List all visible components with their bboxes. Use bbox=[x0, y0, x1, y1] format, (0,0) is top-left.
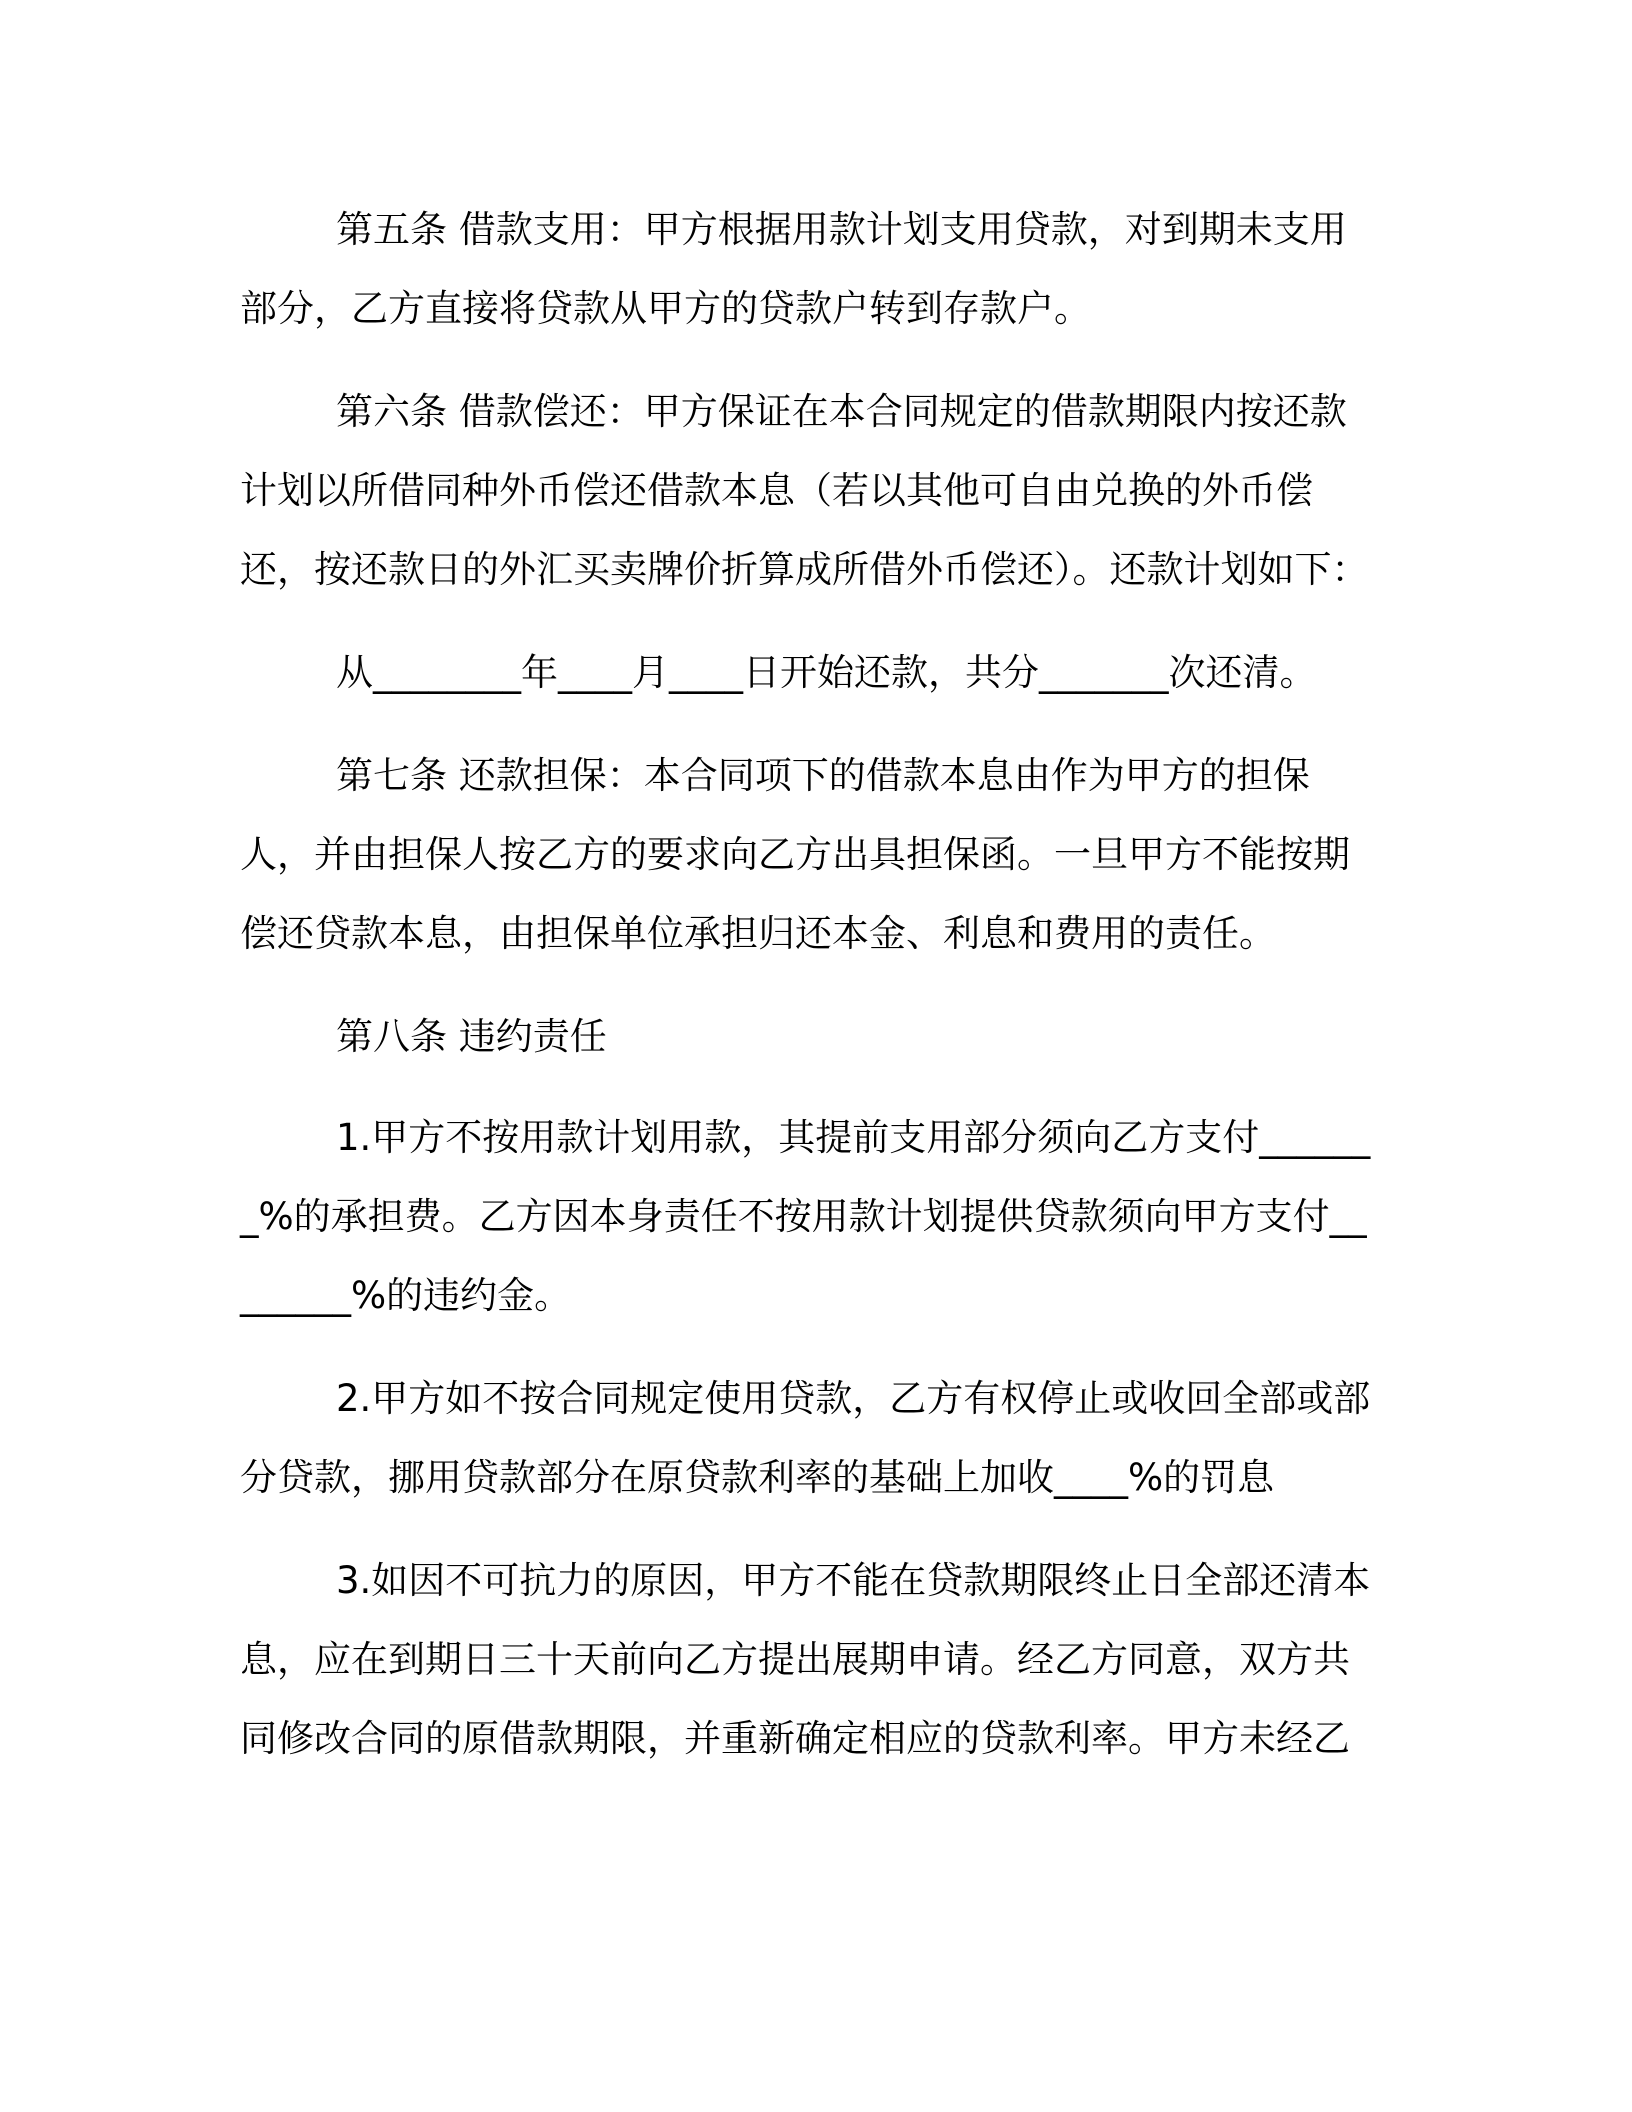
article-5-loan-drawdown: 第五条 借款支用：甲方根据用款计划支用贷款，对到期未支用部分，乙方直接将贷款从甲方的贷款户转到存款户。 bbox=[240, 208, 1347, 330]
article-8-clause-3: 3.如因不可抗力的原因，甲方不能在贷款期限终止日全部还清本息，应在到期日三十天前向乙方提出展期申请。经乙方同意，双方共同修改合同的原借款期限，并重新确定相应的贷款利率。甲方未经乙 bbox=[240, 1559, 1371, 1760]
article-8-clause-1: 1.甲方不按用款计划用款，其提前支用部分须向乙方支付_______%的承担费。乙方因本身责任不按用款计划提供贷款须向甲方支付________%的违约金。 bbox=[240, 1116, 1371, 1317]
document-body bbox=[240, 190, 1380, 1802]
article-7-repayment-guarantee: 第七条 还款担保：本合同项下的借款本息由作为甲方的担保人，并由担保人按乙方的要求向乙方出具担保函。一旦甲方不能按期偿还贷款本息，由担保单位承担归还本金、利息和费用的责任。 bbox=[240, 754, 1350, 955]
article-6-loan-repayment: 第六条 借款偿还：甲方保证在本合同规定的借款期限内按还款计划以所借同种外币偿还借款本息（若以其他可自由兑换的外币偿还，按还款日的外汇买卖牌价折算成所借外币偿还）。还款计划如下： bbox=[240, 390, 1369, 591]
repayment-schedule: 从________年____月____日开始还款，共分_______次还清。 bbox=[336, 651, 1317, 694]
article-8-heading: 第八条 违约责任 bbox=[336, 1015, 607, 1058]
article-8-clause-2: 2.甲方如不按合同规定使用贷款，乙方有权停止或收回全部或部分贷款，挪用贷款部分在原贷款利率的基础上加收____%的罚息 bbox=[240, 1377, 1371, 1499]
